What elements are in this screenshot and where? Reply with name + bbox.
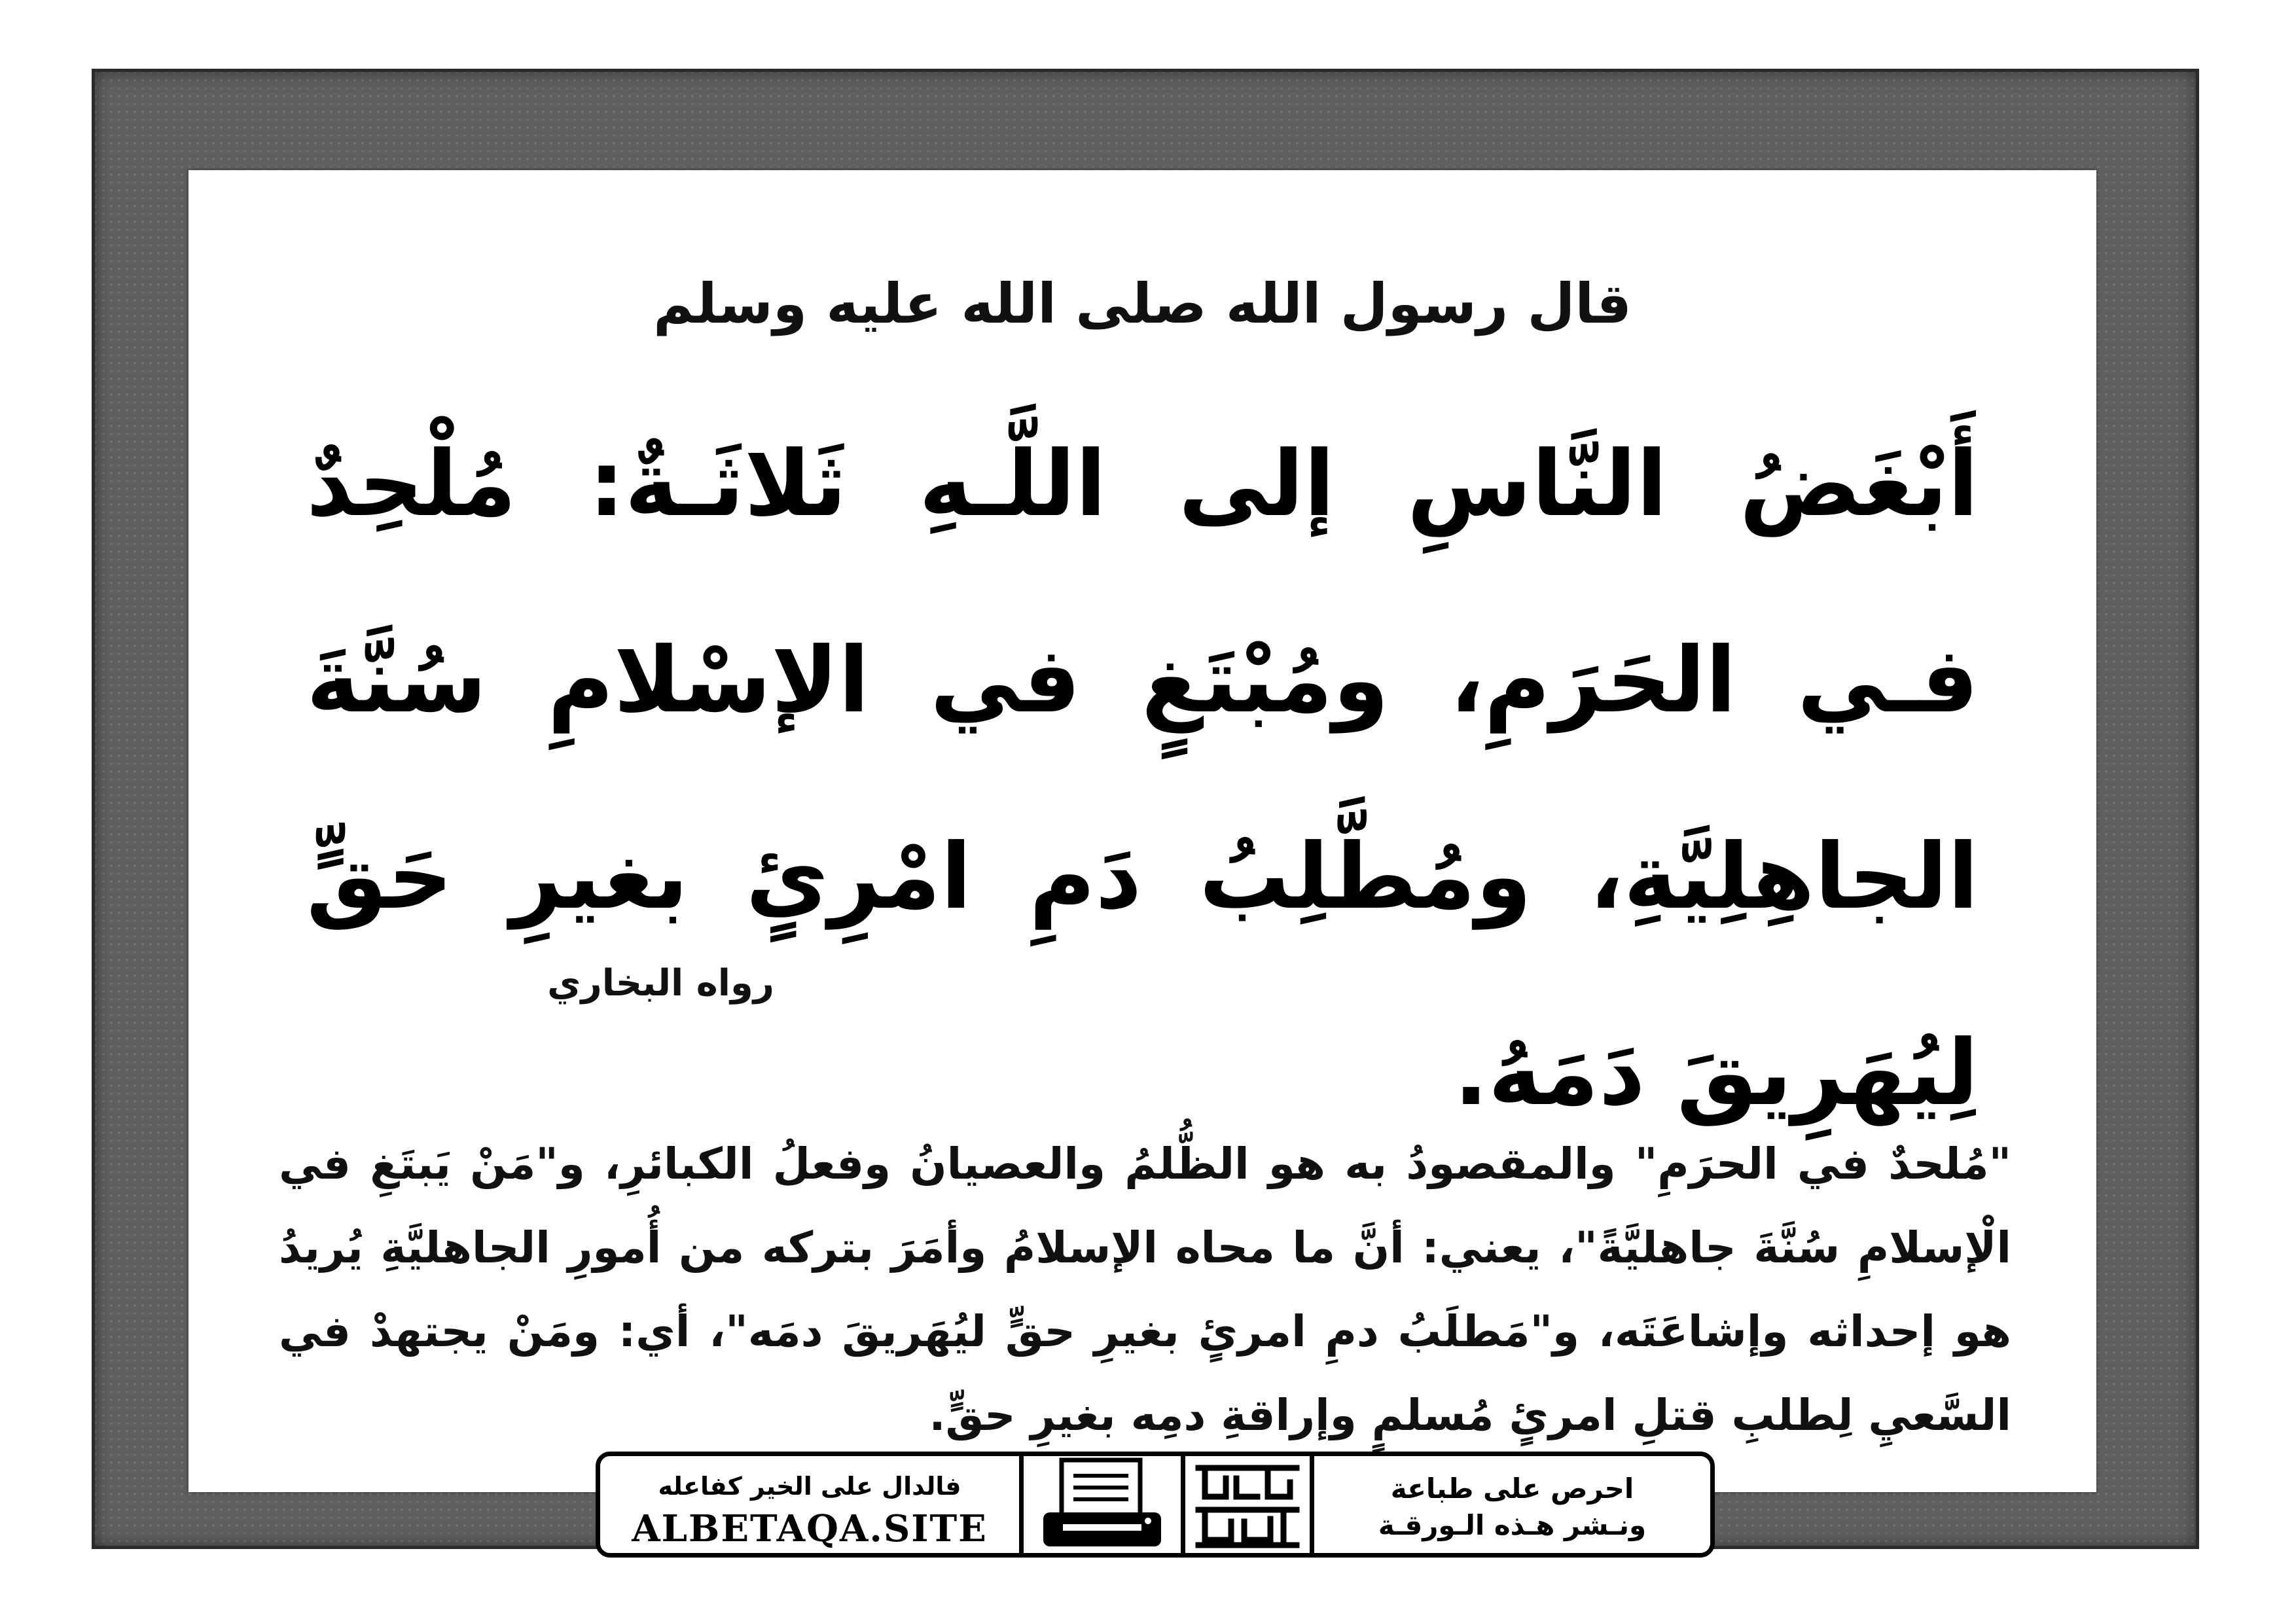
footer-tagline: فالدال على الخير كفاعله <box>658 1472 961 1501</box>
footer-divider <box>1019 1456 1024 1553</box>
logo-text: دعوتك الورقة <box>1185 1456 1189 1457</box>
print-reminder <box>1314 1456 1710 1553</box>
print-reminder-line1: احرص على طباعة <box>1390 1472 1634 1505</box>
footer-divider <box>1181 1456 1185 1553</box>
commentary-text: "مُلحدٌ في الحرَمِ" والمقصودُ به هو الظُّلمُ والعصيانُ وفعلُ الكبائرِ، و"مَنْ يَبتَغِ في الْإسلامِ سُنَّةَ جاهليَّةً"، يعني: أنَّ ما محاه الإسلامُ وأمَرَ بتركه من أُمورِ الجاهليَّةِ يُريدُ هو إحداثه وإشاعَتَه، و"مَطلَبُ دمِ امرئٍ بغيرِ حقٍّ ليُهَريقَ دمَه"، أي: ومَنْ يجتهدْ في السَّعيِ لِطلبِ قتلِ امرئٍ مُسلمٍ وإراقةِ دمِه بغيرِ حقٍّ. <box>279 1139 2011 1440</box>
hadith-text: أَبْغَضُ النَّاسِ إلى اللَّـهِ ثَلاثَـةٌ: مُلْحِدٌ فـي الحَرَمِ، ومُبْتَغٍ في الإسْلامِ سُنَّةَ الجاهِلِيَّةِ، ومُطَّلِبُ دَمِ امْرِئٍ بغيرِ حَقٍّ لِيُهَرِيقَ دَمَهُ. <box>306 431 1979 1126</box>
dawatuk-logo <box>1185 1456 1310 1553</box>
page-frame <box>92 69 2199 1549</box>
page-heading: قال رسول الله صلى الله عليه وسلم <box>653 272 1632 336</box>
print-reminder-line2: ونـشر هـذه الـورقـة <box>1378 1509 1647 1541</box>
footer-divider <box>1310 1456 1314 1553</box>
hadith-source: رواه البخاري <box>547 962 774 1005</box>
footer-site-link[interactable]: ALBETAQA.SITE <box>632 1507 988 1550</box>
content-sheet <box>188 170 2096 1492</box>
printer-box <box>1024 1456 1181 1553</box>
footer-banner <box>596 1452 1715 1558</box>
logo-box <box>1185 1456 1310 1553</box>
printer-icon <box>1024 1456 1181 1553</box>
footer-site-box <box>600 1456 1019 1553</box>
